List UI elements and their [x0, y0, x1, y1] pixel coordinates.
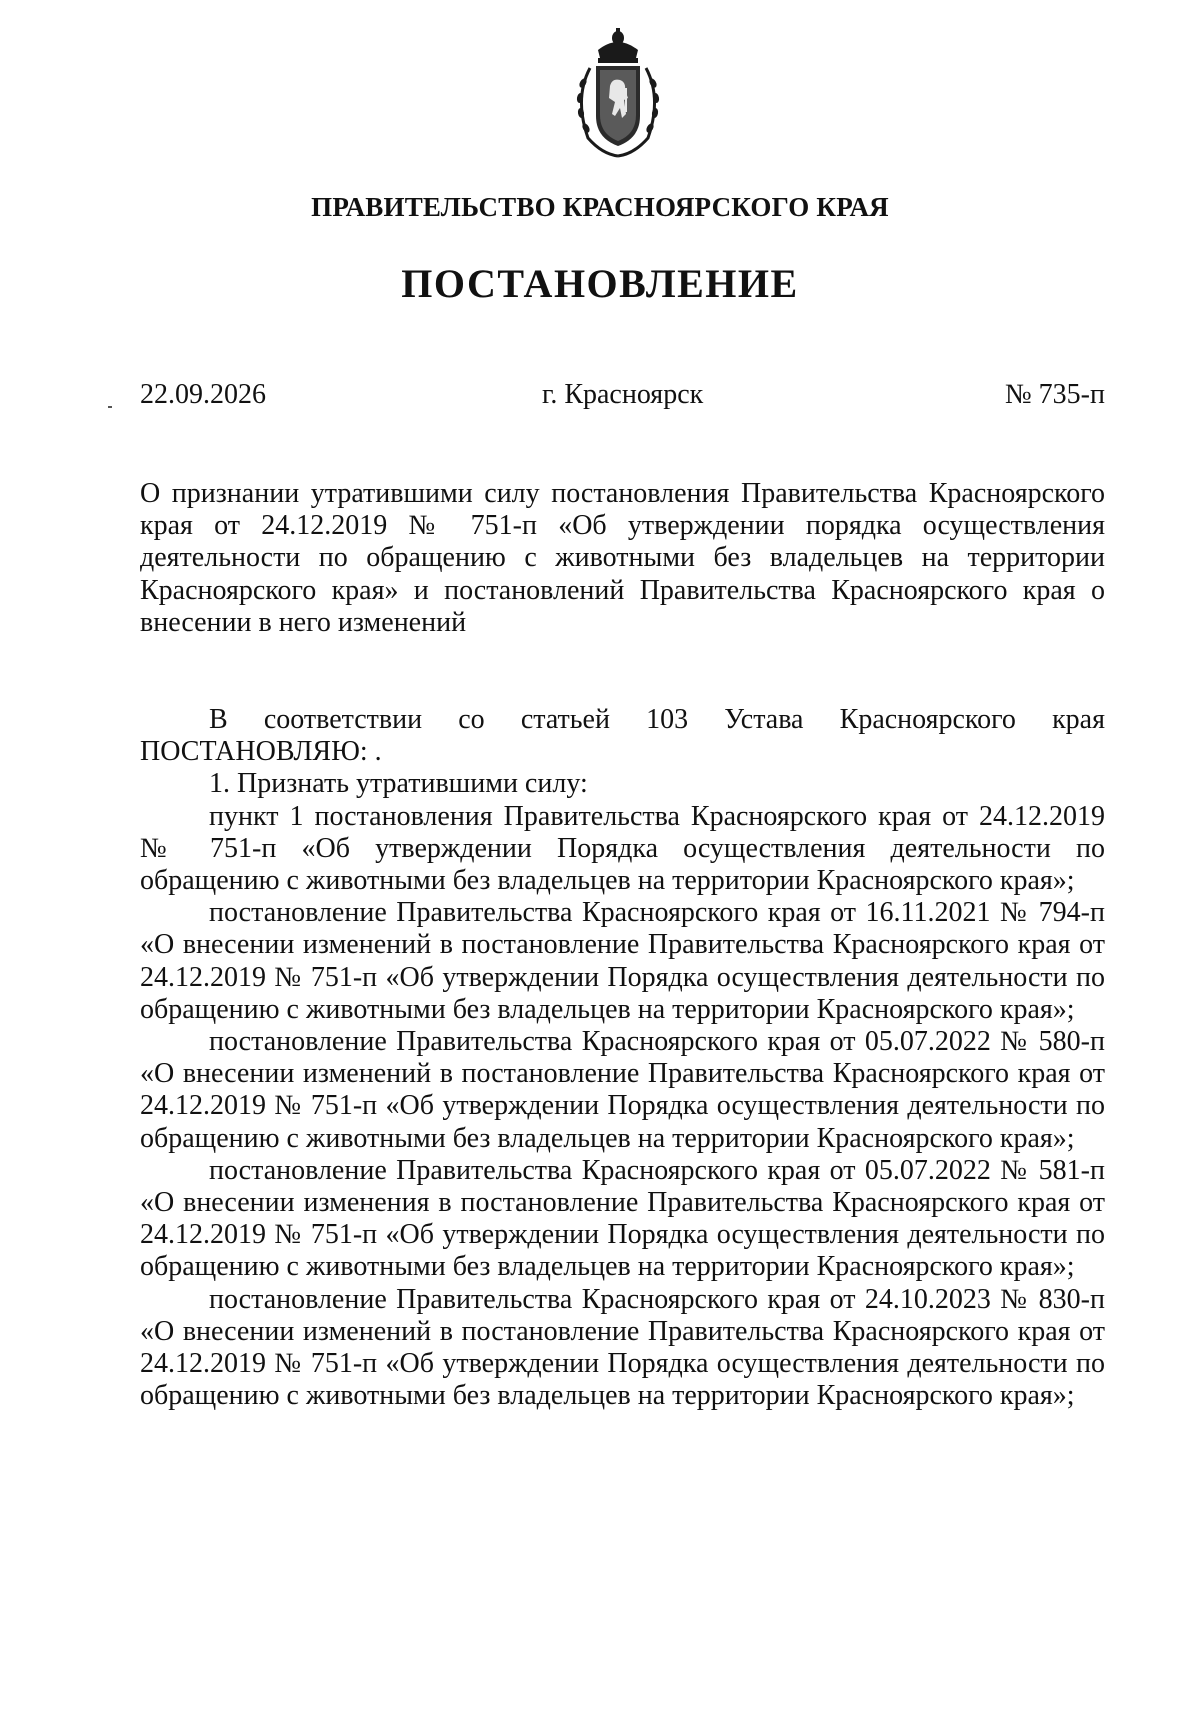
clause-1-heading: 1. Признать утратившими силу: — [209, 768, 588, 800]
coat-of-arms-icon — [568, 28, 668, 160]
clause-item: постановление Правительства Красноярского края от 24.10.2023 № 830-п «О внесении изменений в постановление Правительства Красноярского края от 24.12.2019 № 751-п «Об утверждении Порядка осуществления деятельности по обращению с животными без владельцев на территории Красноярского края»; — [140, 1283, 1105, 1412]
preamble-paragraph: В соответствии со статьей 103 Устава Красноярского края ПОСТАНОВЛЯЮ: . — [140, 704, 1105, 768]
document-subject: О признании утратившими силу постановления Правительства Красноярского края от 24.12.2019 № 751-п «Об утверждении порядка осуществления деятельности по обращению с животными без владельцев на территории Красноярского края» и постановлений Правительства Красноярского края о внесении в него изменений — [140, 478, 1105, 638]
clause-item: пункт 1 постановления Правительства Красноярского края от 24.12.2019 № 751-п «Об утверждении Порядка осуществления деятельности по обращению с животными без владельцев на территории Красноярского края»; — [140, 800, 1105, 897]
stray-mark — [108, 406, 112, 408]
clause-item: постановление Правительства Красноярского края от 05.07.2022 № 581-п «О внесении изменения в постановление Правительства Красноярского края от 24.12.2019 № 751-п «Об утверждении Порядка осуществления деятельности по обращению с животными без владельцев на территории Красноярского края»; — [140, 1154, 1105, 1283]
clause-item: постановление Правительства Красноярского края от 05.07.2022 № 580-п «О внесении изменений в постановление Правительства Красноярского края от 24.12.2019 № 751-п «Об утверждении Порядка осуществления деятельности по обращению с животными без владельцев на территории Красноярского края»; — [140, 1026, 1105, 1154]
document-type-title: ПОСТАНОВЛЕНИЕ — [401, 261, 799, 306]
organization-title: ПРАВИТЕЛЬСТВО КРАСНОЯРСКОГО КРАЯ — [311, 192, 889, 222]
document-date: 22.09.2026 — [140, 379, 266, 410]
document-city: г. Красноярск — [542, 379, 704, 410]
document-body — [140, 478, 1105, 1412]
document-number: № 735-п — [1004, 379, 1105, 410]
clause-item: постановление Правительства Красноярского края от 16.11.2021 № 794-п «О внесении изменений в постановление Правительства Красноярского края от 24.12.2019 № 751-п «Об утверждении Порядка осуществления деятельности по обращению с животными без владельцев на территории Красноярского края»; — [140, 897, 1105, 1025]
